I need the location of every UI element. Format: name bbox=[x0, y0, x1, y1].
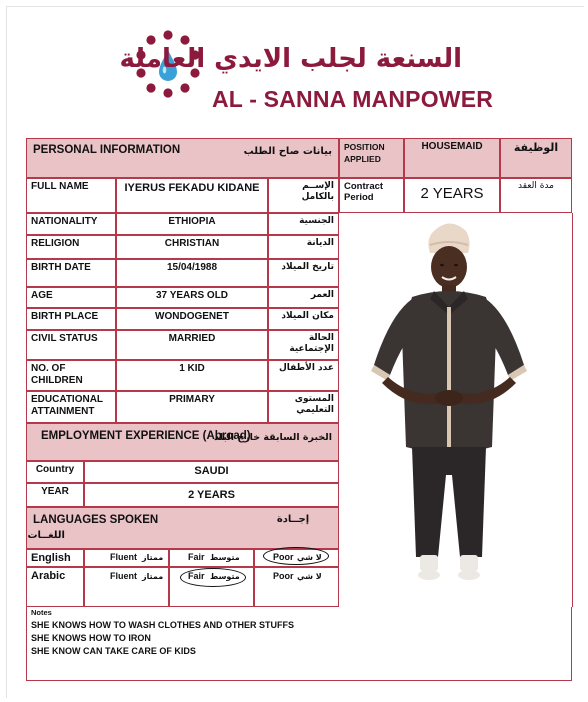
brand-english: AL - SANNA MANPOWER bbox=[212, 86, 494, 112]
age-label-ar-cell bbox=[268, 287, 339, 308]
fullname-label-ar: الإســم بالكامل bbox=[301, 181, 334, 202]
fullname-value-cell bbox=[116, 178, 268, 213]
children-value-cell bbox=[116, 360, 268, 391]
birthplace-label-ar: مكان الميلاد bbox=[281, 311, 334, 321]
religion-label-cell bbox=[26, 235, 116, 259]
age-label-cell bbox=[26, 287, 116, 308]
children-label-cell bbox=[26, 360, 116, 391]
nationality-label-ar: الجنسية bbox=[299, 216, 334, 226]
country-label: Country bbox=[35, 464, 75, 475]
birthdate-label-ar: تاريخ الميلاد bbox=[281, 262, 334, 272]
religion-label-ar-cell bbox=[268, 235, 339, 259]
fullname-value: IYERUS FEKADU KIDANE bbox=[124, 182, 260, 194]
fullname-label-cell bbox=[26, 178, 116, 213]
ar-fair-label: Fair bbox=[188, 571, 205, 581]
ar-fair-label-ar: متوسط bbox=[210, 572, 240, 581]
lang-english-name: English bbox=[31, 552, 71, 564]
brand-arabic: السنعة لجلب الايدي العاملة bbox=[119, 44, 462, 74]
country-value: SAUDI bbox=[194, 465, 229, 477]
languages-title-ar-left: اللغــات bbox=[27, 530, 65, 541]
year-label-cell bbox=[26, 483, 84, 507]
age-label-ar: العمر bbox=[310, 290, 334, 300]
employment-section-header bbox=[26, 423, 339, 461]
contract-value-cell bbox=[404, 178, 500, 213]
ar-selected-fair-oval bbox=[180, 568, 246, 587]
civilstatus-label-ar-cell bbox=[268, 330, 339, 360]
religion-value-cell bbox=[116, 235, 268, 259]
education-label: EDUCATIONAL ATTAINMENT bbox=[31, 394, 103, 417]
ar-poor-label-ar: لا شي bbox=[297, 572, 322, 581]
fullname-label: FULL NAME bbox=[31, 181, 89, 192]
civilstatus-label-cell bbox=[26, 330, 116, 360]
position-label-cell bbox=[339, 138, 404, 178]
civilstatus-value: MARRIED bbox=[168, 333, 216, 344]
nationality-value-cell bbox=[116, 213, 268, 235]
languages-title-ar-right: إجــادة bbox=[276, 514, 310, 525]
position-label: POSITION APPLIED bbox=[344, 142, 385, 164]
birthdate-value: 15/04/1988 bbox=[166, 262, 218, 273]
country-label-cell bbox=[26, 461, 84, 483]
education-label-ar-cell bbox=[268, 391, 339, 423]
fullname-label-ar-cell bbox=[268, 178, 339, 213]
ar-poor-label: Poor bbox=[273, 571, 294, 581]
ar-fluent-label-ar: ممتاز bbox=[142, 572, 164, 581]
position-value: HOUSEMAID bbox=[421, 141, 483, 152]
en-fluent-label-ar: ممتاز bbox=[142, 553, 164, 562]
nationality-value: ETHIOPIA bbox=[168, 216, 216, 227]
year-value: 2 YEARS bbox=[188, 489, 235, 501]
personal-section-title-ar: بيانات صاح الطلب bbox=[243, 146, 332, 157]
position-value-cell bbox=[404, 138, 500, 178]
nationality-label: NATIONALITY bbox=[31, 216, 98, 227]
candidate-photo bbox=[360, 215, 538, 587]
notes-title: Notes bbox=[31, 608, 52, 617]
note-line-1: SHE KNOWS HOW TO WASH CLOTHES AND OTHER STUFFS bbox=[31, 620, 294, 630]
languages-section-header bbox=[26, 507, 339, 549]
children-label: NO. OF CHILDREN bbox=[31, 363, 83, 386]
languages-title: LANGUAGES SPOKEN bbox=[33, 514, 159, 526]
civilstatus-label: CIVIL STATUS bbox=[31, 333, 98, 344]
contract-value: 2 YEARS bbox=[420, 185, 484, 202]
personal-section-header bbox=[26, 138, 339, 178]
right-border-line bbox=[572, 213, 573, 607]
position-label-ar: الوظيفة bbox=[513, 141, 559, 154]
civilstatus-label-ar: الحالة الإجتماعية bbox=[289, 333, 334, 354]
age-label: AGE bbox=[31, 290, 53, 301]
year-value-cell bbox=[84, 483, 339, 507]
religion-label-ar: الديانة bbox=[306, 238, 334, 248]
note-line-2: SHE KNOWS HOW TO IRON bbox=[31, 633, 151, 643]
nationality-label-cell bbox=[26, 213, 116, 235]
en-fluent-label: Fluent bbox=[110, 552, 137, 562]
employment-title-ar: الخبرة السابقة خارج البلد bbox=[213, 432, 332, 443]
employment-title: EMPLOYMENT EXPERIENCE (Abroad) bbox=[41, 430, 251, 442]
religion-value: CHRISTIAN bbox=[164, 238, 220, 249]
lang-arabic-name-cell bbox=[26, 567, 84, 607]
birthdate-label: BIRTH DATE bbox=[31, 262, 91, 273]
en-fair-label-ar: متوسط bbox=[210, 553, 240, 562]
contract-label: Contract Period bbox=[344, 181, 384, 203]
en-selected-poor-oval bbox=[263, 547, 329, 565]
age-value-cell bbox=[116, 287, 268, 308]
birthdate-label-ar-cell bbox=[268, 259, 339, 287]
children-label-ar-cell bbox=[268, 360, 339, 391]
religion-label: RELIGION bbox=[31, 238, 80, 249]
birthdate-label-cell bbox=[26, 259, 116, 287]
contract-label-ar-cell bbox=[500, 178, 572, 213]
birthplace-label: BIRTH PLACE bbox=[31, 311, 99, 322]
country-value-cell bbox=[84, 461, 339, 483]
children-label-ar: عدد الأطفال bbox=[278, 363, 334, 373]
personal-section-title: PERSONAL INFORMATION bbox=[33, 144, 181, 156]
education-value-cell bbox=[116, 391, 268, 423]
notes-box bbox=[26, 607, 572, 681]
civilstatus-value-cell bbox=[116, 330, 268, 360]
age-value: 37 YEARS OLD bbox=[155, 290, 229, 301]
en-poor-label-ar: لا شي bbox=[297, 553, 322, 562]
contract-label-cell bbox=[339, 178, 404, 213]
birthplace-label-cell bbox=[26, 308, 116, 330]
birthplace-value-cell bbox=[116, 308, 268, 330]
year-label: YEAR bbox=[41, 486, 69, 497]
contract-label-ar: مدة العقد bbox=[518, 181, 554, 191]
en-fair-label: Fair bbox=[188, 552, 205, 562]
birthplace-value: WONDOGENET bbox=[155, 311, 229, 322]
en-poor-label: Poor bbox=[273, 552, 294, 562]
lang-english-name-cell bbox=[26, 549, 84, 567]
position-label-ar-cell bbox=[500, 138, 572, 178]
ar-fluent-label: Fluent bbox=[110, 571, 137, 581]
lang-arabic-name: Arabic bbox=[31, 570, 66, 582]
education-label-ar: المستوى التعليمي bbox=[294, 394, 334, 415]
birthplace-label-ar-cell bbox=[268, 308, 339, 330]
education-label-cell bbox=[26, 391, 116, 423]
nationality-label-ar-cell bbox=[268, 213, 339, 235]
note-line-3: SHE KNOW CAN TAKE CARE OF KIDS bbox=[31, 646, 196, 656]
children-value: 1 KID bbox=[179, 363, 205, 374]
birthdate-value-cell bbox=[116, 259, 268, 287]
education-value: PRIMARY bbox=[169, 394, 215, 405]
